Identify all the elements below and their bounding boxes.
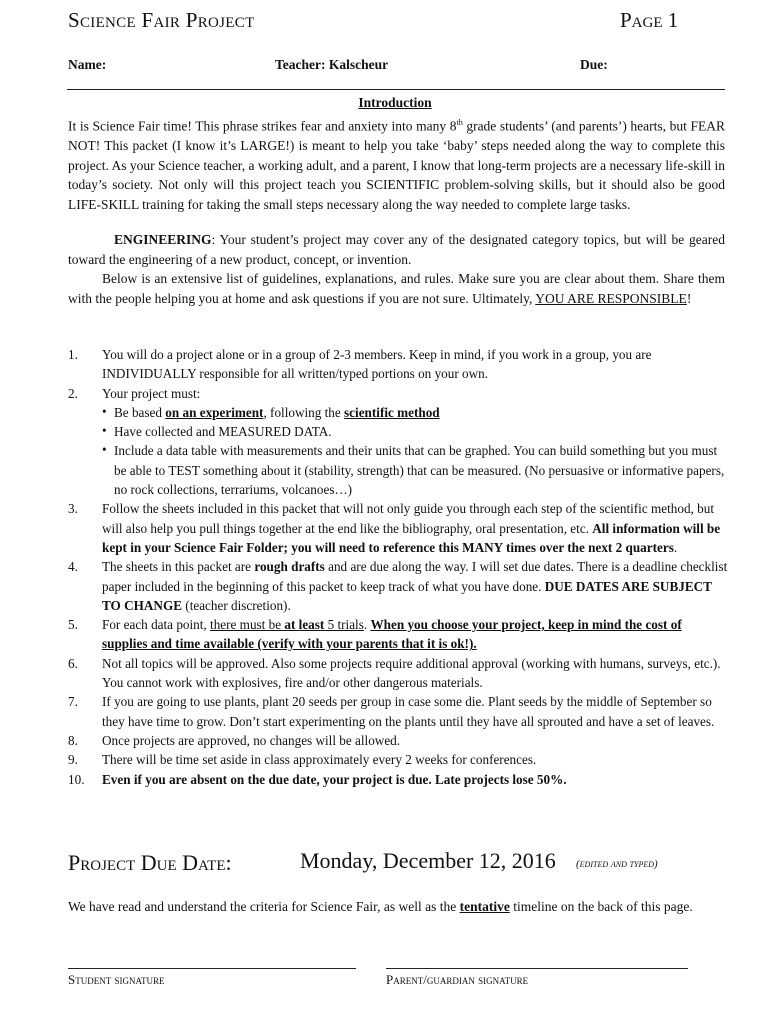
bullet-icon: • (102, 423, 107, 439)
rule-text-end: . (673, 539, 678, 555)
bullet-icon: • (102, 442, 107, 458)
ack-text-b: timeline on the back of this page. (509, 899, 693, 914)
req-emphasis: scientific method (344, 404, 440, 420)
rule-number: 2. (68, 385, 78, 401)
req-text: Include a data table with measurements and their units that can be graphed. You can build something but you must be able to TEST something about it (stability, strength) that can be measured. (No persuasive or informative papers, no rock collections, terrariums, volcanoes…) (114, 443, 725, 498)
intro-p2-text: : Your student’s project may cover any of the designated category topics, but will be geared toward the engineering of a new product, concept, or invention. (68, 232, 725, 267)
rule-text: . (363, 617, 371, 633)
rules-list (68, 345, 728, 789)
name-label: Name: (68, 57, 107, 72)
rule-item (68, 615, 728, 654)
rule-number: 10. (68, 771, 85, 787)
rule-emphasis: rough drafts (254, 559, 325, 575)
rule-text: Follow the sheets included in this packet that will not only guide you through each step of the scientific method, but will also help you pull things together at the end like the bibliography, oral presentation, etc. (102, 501, 715, 536)
intro-paragraph-2 (68, 230, 725, 269)
acknowledgement-text (68, 897, 718, 917)
rule-text: The sheets in this packet are (102, 559, 255, 575)
rule-text: For each data point, (102, 617, 211, 633)
rule-emphasis: When you choose your project, keep in mind the cost of supplies and time available (verify with your parents that it is ok!). (102, 617, 682, 652)
rule-number: 5. (68, 617, 78, 633)
parent-signature-label: Parent/guardian signature (386, 972, 529, 987)
rule-text: Your project must: (102, 385, 201, 401)
rule-text: Even if you are absent on the due date, your project is due. Late projects lose 50%. (102, 771, 567, 787)
due-label: Due: (580, 57, 608, 72)
intro-paragraph-1 (68, 113, 725, 214)
bullet-icon: • (102, 403, 107, 419)
requirement-item (102, 403, 728, 422)
requirement-item (102, 441, 728, 499)
rule-emphasis: at least (284, 617, 325, 633)
header-divider (67, 89, 725, 90)
due-date-note: (edited and typed) (576, 858, 658, 870)
rule-underline: there must be (210, 617, 285, 633)
requirement-item (102, 422, 728, 441)
rule-text: If you are going to use plants, plant 20 seeds per group in case some die. Plant seeds by the middle of September so they have time to grow. Don’t start experimenting on the plants until they have all sprouted and have a set of leaves. (102, 694, 715, 729)
teacher-field (275, 57, 388, 73)
intro-p3-text: Below is an extensive list of guidelines, explanations, and rules. Make sure you are clear about them. Share them with the people helping you at home and ask questions if you are not sure. Ultimately, (68, 271, 725, 306)
rule-item (68, 692, 728, 731)
rule-underline: 5 trials (324, 617, 364, 633)
student-signature-label: Student signature (68, 972, 165, 987)
engineering-label: ENGINEERING (114, 232, 212, 247)
parent-signature-line[interactable] (386, 968, 688, 969)
rule-item (68, 557, 728, 615)
rule-emphasis: All information will be kept in your Science Fair Folder; you will need to reference this MANY times over the next 2 quarters (102, 520, 721, 555)
intro-p1-text-a: It is Science Fair time! This phrase strikes fear and anxiety into many 8 (68, 118, 457, 134)
rule-item (68, 750, 728, 769)
rule-number: 8. (68, 732, 78, 748)
intro-p1-sup: th (456, 118, 463, 127)
ack-text-a: We have read and understand the criteria for Science Fair, as well as the (68, 899, 460, 914)
req-emphasis: on an experiment (165, 404, 264, 420)
rule-text: and are due along the way. I will set due dates. There is a deadline checklist paper included in the beginning of this packet to keep track of what you have done. (102, 559, 728, 594)
teacher-label: Teacher: (275, 57, 326, 72)
document-title: Science Fair Project (68, 8, 255, 32)
rule-number: 1. (68, 347, 78, 362)
intro-paragraph-3 (68, 269, 725, 308)
due-date-value: Monday, December 12, 2016 (300, 848, 556, 873)
ack-emphasis: tentative (459, 899, 510, 914)
due-date-label: Project Due Date: (68, 850, 232, 875)
rule-item (68, 345, 728, 384)
rule-text: Not all topics will be approved. Also some projects require additional approval (working with humans, surveys, etc.). You cannot work with explosives, fire and/or other dangerous materials. (102, 655, 721, 691)
req-text: , following the (263, 404, 345, 420)
rule-item (68, 731, 728, 750)
rule-item (68, 384, 728, 500)
rule-number: 4. (68, 559, 78, 575)
page-number: Page 1 (620, 8, 679, 32)
rule-text-end: (teacher discretion). (182, 597, 291, 613)
rule-number: 3. (68, 501, 78, 517)
rule-item (68, 770, 728, 789)
req-text: Have collected and MEASURED DATA. (114, 424, 332, 440)
you-are-responsible: YOU ARE RESPONSIBLE (535, 290, 687, 306)
rule-text: There will be time set aside in class approximately every 2 weeks for conferences. (102, 752, 537, 768)
rule-item (68, 654, 728, 693)
rule-number: 6. (68, 655, 78, 671)
teacher-value: Kalscheur (328, 57, 389, 72)
rule-number: 9. (68, 752, 78, 768)
rule-item (68, 499, 728, 557)
rule-text: Once projects are approved, no changes will be allowed. (102, 732, 401, 748)
rule-emphasis: DUE DATES ARE SUBJECT TO CHANGE (102, 578, 712, 613)
req-text: Be based (114, 404, 166, 420)
rule-text: You will do a project alone or in a group of 2-3 members. Keep in mind, if you work in a group, you are INDIVIDUALLY responsible for all written/typed portions on your own. (102, 347, 652, 382)
intro-heading: Introduction (358, 95, 432, 110)
intro-p1-text-b: grade students’ (and parents’) hearts, but FEAR NOT! This packet (I know it’s LARGE!) is meant to help you take ‘baby’ steps needed along the way to complete this project. As your Science teacher, a working adult, and a parent, I know that long-term projects are a necessary life-skill in today’s society. Not only will this project teach you SCIENTIFIC problem-solving skills, but it should also be good LIFE-SKILL training for taking the small steps necessary along the way needed to complete large tasks. (68, 118, 725, 212)
student-signature-line[interactable] (68, 968, 356, 969)
rule-number: 7. (68, 694, 78, 710)
intro-p3-end: ! (686, 290, 692, 306)
requirements-list (102, 403, 728, 499)
